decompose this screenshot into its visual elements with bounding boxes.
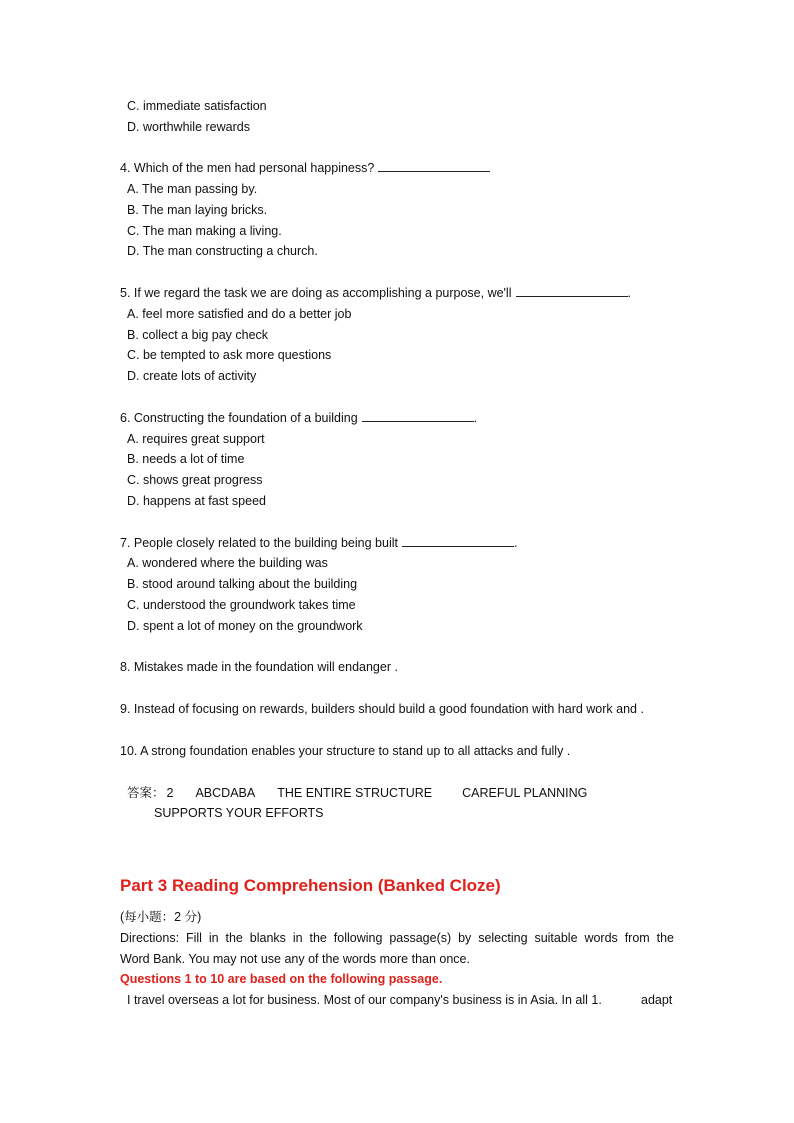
answer-label: 答案： <box>127 786 165 800</box>
passage-word-bank-item: adapt <box>641 993 673 1007</box>
q4-option-d: D. The man constructing a church. <box>127 244 318 258</box>
answer-key <box>127 785 609 801</box>
q8-stem: 8. Mistakes made in the foundation will endanger . <box>120 660 398 674</box>
q4-answer-blank <box>378 160 490 172</box>
passage-start: I travel overseas a lot for business. Most of our company's business is in Asia. In all 1. <box>127 993 602 1007</box>
q6-option-d: D. happens at fast speed <box>127 494 266 508</box>
q3-option-c: C. immediate satisfaction <box>127 99 267 113</box>
q4-option-a: A. The man passing by. <box>127 182 258 196</box>
q6-stem <box>120 410 477 426</box>
q7-stem-tail: . <box>513 536 518 550</box>
q7-option-a: A. wondered where the building was <box>127 556 328 570</box>
answer-item: THE ENTIRE STRUCTURE <box>277 786 433 800</box>
q6-stem-text: 6. Constructing the foundation of a building <box>120 411 358 425</box>
q5-option-a: A. feel more satisfied and do a better job <box>127 307 352 321</box>
q7-stem-text: 7. People closely related to the building being built <box>120 536 398 550</box>
q4-stem <box>120 160 490 176</box>
q7-option-c: C. understood the groundwork takes time <box>127 598 356 612</box>
answer-item: ABCDABA <box>195 786 256 800</box>
q7-stem <box>120 535 517 551</box>
q4-option-b: B. The man laying bricks. <box>127 203 268 217</box>
section-heading: Part 3 Reading Comprehension (Banked Cloze) <box>120 876 501 895</box>
q6-option-c: C. shows great progress <box>127 473 263 487</box>
q5-option-b: B. collect a big pay check <box>127 328 269 342</box>
q5-stem-text: 5. If we regard the task we are doing as accomplishing a purpose, we'll <box>120 286 512 300</box>
q7-option-d: D. spent a lot of money on the groundwork <box>127 619 363 633</box>
answer-item: CAREFUL PLANNING <box>462 786 588 800</box>
directions-line-1: Directions: Fill in the blanks in the following passage(s) by selecting suitable words from the <box>120 931 674 945</box>
directions-line-2: Word Bank. You may not use any of the words more than once. <box>120 952 470 966</box>
q10-stem: 10. A strong foundation enables your structure to stand up to all attacks and fully . <box>120 744 571 758</box>
score-note: (每小题：2 分) <box>120 910 202 924</box>
q3-option-d: D. worthwhile rewards <box>127 120 250 134</box>
q9-stem: 9. Instead of focusing on rewards, builders should build a good foundation with hard work and . <box>120 702 644 716</box>
q7-option-b: B. stood around talking about the building <box>127 577 358 591</box>
q5-option-c: C. be tempted to ask more questions <box>127 348 332 362</box>
answer-item: 2 <box>166 786 174 800</box>
q6-stem-tail: . <box>473 411 478 425</box>
answer-key-line2: SUPPORTS YOUR EFFORTS <box>154 806 324 820</box>
q6-option-a: A. requires great support <box>127 432 265 446</box>
q4-option-c: C. The man making a living. <box>127 224 282 238</box>
q5-stem <box>120 285 631 301</box>
q5-option-d: D. create lots of activity <box>127 369 257 383</box>
q6-option-b: B. needs a lot of time <box>127 452 245 466</box>
q5-answer-blank <box>516 285 628 297</box>
q7-answer-blank <box>402 535 514 547</box>
q5-stem-tail: . <box>627 286 631 300</box>
q4-stem-text: 4. Which of the men had personal happiness? <box>120 161 375 175</box>
q6-answer-blank <box>362 410 474 422</box>
questions-note: Questions 1 to 10 are based on the following passage. <box>120 972 443 986</box>
